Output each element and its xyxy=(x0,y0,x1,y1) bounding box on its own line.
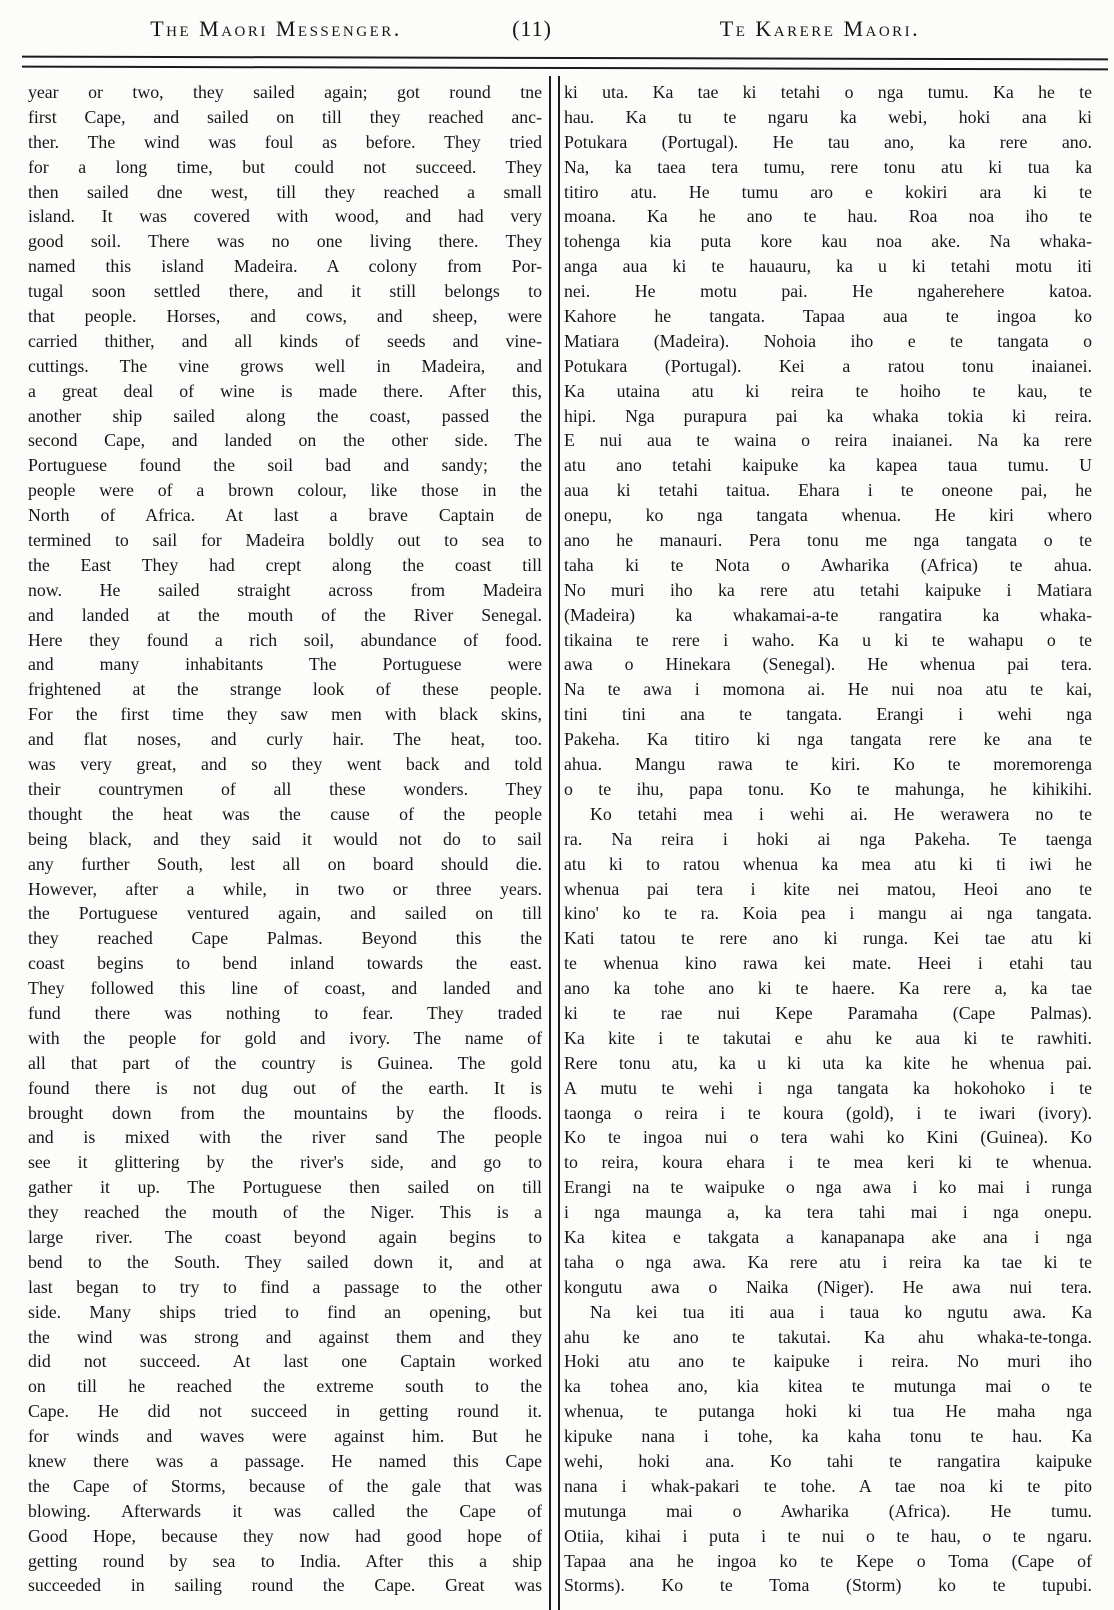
text-line: te whenua kino rawa kei mate. Heei i etahi tau xyxy=(564,953,1092,974)
column-divider-rule xyxy=(549,76,560,1610)
text-line: tugal soon settled there, and it still belongs to xyxy=(28,281,542,302)
text-line: Ka kite i te takutai e ahu ke aua ki te rawhiti. xyxy=(564,1027,1092,1048)
text-line: Ko tetahi mea i wehi ai. He werawera no te xyxy=(590,803,1092,824)
text-line: last began to try to find a passage to the other xyxy=(28,1276,542,1297)
text-line: being black, and they said it would not do to sail xyxy=(28,828,542,849)
text-line: the Cape of Storms, because of the gale that was xyxy=(28,1475,542,1496)
masthead-title-english: The Maori Messenger. xyxy=(150,16,402,41)
text-line: nana i whak-pakari te tohe. A tae noa ki te pito xyxy=(564,1475,1092,1496)
text-line: a great deal of wine is made there. After this, xyxy=(28,380,542,401)
text-line: Ka kitea e takgata a kanapanapa ake ana i nga xyxy=(564,1226,1092,1247)
text-line: No muri iho ka rere atu tetahi kaipuke i Matiara xyxy=(564,579,1092,600)
text-line: getting round by sea to India. After this a ship xyxy=(28,1550,542,1571)
text-line: succeeded in sailing round the Cape. Great was xyxy=(28,1575,542,1596)
text-line: ki te rae nui Kepe Paramaha (Cape Palmas). xyxy=(564,1002,1092,1023)
text-line: termined to sail for Madeira boldly out to sea to xyxy=(28,530,542,551)
text-line: Good Hope, because they now had good hope of xyxy=(28,1525,542,1546)
text-line: gather it up. The Portuguese then sailed on till xyxy=(28,1177,542,1198)
text-line: they reached Cape Palmas. Beyond this the xyxy=(28,928,542,949)
text-line: Hoki atu ano te kaipuke i reira. No muri iho xyxy=(564,1351,1092,1372)
text-line: Na, ka taea tera tumu, rere tonu atu ki tua ka xyxy=(564,156,1092,177)
text-line: Erangi na te waipuke o nga awa i ko mai i runga xyxy=(564,1177,1092,1198)
text-line: thought the heat was the cause of the people xyxy=(28,803,542,824)
text-line: and landed at the mouth of the River Senegal. xyxy=(28,604,542,625)
text-line: that people. Horses, and cows, and sheep, were xyxy=(28,306,542,327)
masthead xyxy=(0,16,1114,54)
text-line: was very great, and so they went back and told xyxy=(28,754,542,775)
text-line: Pakeha. Ka titiro ki nga tangata rere ke ana te xyxy=(564,729,1092,750)
column-english xyxy=(28,80,542,1598)
text-line: Na te awa i momona ai. He nui noa atu te kai, xyxy=(564,679,1092,700)
text-line: ahua. Mangu rawa te kiri. Ko te moremorenga xyxy=(564,754,1092,775)
text-line: side. Many ships tried to find an opening, but xyxy=(28,1301,542,1322)
text-line: Potukara (Portugal). He tau ano, ka rere ano. xyxy=(564,131,1092,152)
text-line: tini tini ana te tangata. Erangi i wehi nga xyxy=(564,704,1092,725)
text-line: ther. The wind was foul as before. They tried xyxy=(28,131,542,152)
text-line: Ka utaina atu ki reira te hoiho te kau, te xyxy=(564,380,1092,401)
text-line: the wind was strong and against them and they xyxy=(28,1326,542,1347)
text-line: bend to the South. They sailed down it, and at xyxy=(28,1251,542,1272)
text-line: Here they found a rich soil, abundance of food. xyxy=(28,629,542,650)
text-line: A mutu te wehi i nga tangata ka hokohoko i te xyxy=(564,1077,1092,1098)
text-line: island. It was covered with wood, and had very xyxy=(28,206,542,227)
text-line: ka tohea ano, kia kitea te mutunga mai o te xyxy=(564,1376,1092,1397)
text-line: ano ka tohe ano ki te haere. Ka rere a, ka tae xyxy=(564,978,1092,999)
text-line: Tapaa ana he ingoa ko te Kepe o Toma (Cape of xyxy=(564,1550,1092,1571)
text-line: and many inhabitants The Portuguese were xyxy=(28,654,542,675)
text-line: Na kei tua iti aua i taua ko ngutu awa. Ka xyxy=(590,1301,1092,1322)
text-line: brought down from the mountains by the floods. xyxy=(28,1102,542,1123)
text-line: named this island Madeira. A colony from Por- xyxy=(28,256,542,277)
text-line: did not succeed. At last one Captain worked xyxy=(28,1351,542,1372)
text-line: Ko te ingoa nui o tera wahi ko Kini (Guinea). Ko xyxy=(564,1127,1092,1148)
text-line: coast begins to bend inland towards the east. xyxy=(28,953,542,974)
text-line: tikaina te rere i waho. Ka u ki te wahapu o te xyxy=(564,629,1092,650)
text-line: ano he manauri. Pera tonu me nga tangata o te xyxy=(564,530,1092,551)
text-line: with the people for gold and ivory. The name of xyxy=(28,1027,542,1048)
text-line: onepu, ko nga tangata whenua. He kiri whero xyxy=(564,505,1092,526)
text-line: found there is not dug out of the earth. It is xyxy=(28,1077,542,1098)
text-line: ahu ke ano te takutai. Ka ahu whaka-te-tonga. xyxy=(564,1326,1092,1347)
text-line: carried thither, and all kinds of seeds and vine- xyxy=(28,330,542,351)
text-line: aua ki tetahi taitua. Ehara i te oneone pai, he xyxy=(564,480,1092,501)
text-line: for a long time, but could not succeed. They xyxy=(28,156,542,177)
text-line: Kati tatou te rere ano ki runga. Kei tae atu ki xyxy=(564,928,1092,949)
text-line: first Cape, and sailed on till they reached anc- xyxy=(28,106,542,127)
text-line: o te ihu, papa tonu. Ko te mahunga, he kihikihi. xyxy=(564,778,1092,799)
text-line: (Madeira) ka whakamai-a-te rangatira ka whaka- xyxy=(564,604,1092,625)
text-line: year or two, they sailed again; got round tne xyxy=(28,82,542,102)
text-line: whenua, te putanga hoki ki tua He maha nga xyxy=(564,1401,1092,1422)
text-line: Storms). Ko te Toma (Storm) ko te tupubi. xyxy=(564,1575,1092,1596)
text-line: wehi, hoki ana. Ko tahi te rangatira kaipuke xyxy=(564,1450,1092,1471)
text-line: Otiia, kihai i puta i te nui o te hau, o te ngaru. xyxy=(564,1525,1092,1546)
text-line: anga aua ki te hauauru, ka u ki tetahi motu iti xyxy=(564,256,1092,277)
text-line: For the first time they saw men with black skins, xyxy=(28,704,542,725)
text-line: taha ki te Nota o Awharika (Africa) te ahua. xyxy=(564,554,1092,575)
text-line: nei. He motu pai. He ngaherehere katoa. xyxy=(564,281,1092,302)
text-line: fund there was nothing to fear. They traded xyxy=(28,1002,542,1023)
text-line: E nui aua te waina o reira inaianei. Na ka rere xyxy=(564,430,1092,451)
text-line: cuttings. The vine grows well in Madeira, and xyxy=(28,355,542,376)
text-line: i nga maunga a, ka tera tahi mai i nga onepu. xyxy=(564,1202,1092,1223)
text-line: Rere tonu atu, ka u ki uta ka kite he whenua pai. xyxy=(564,1052,1092,1073)
text-line: Potukara (Portugal). Kei a ratou tonu inaianei. xyxy=(564,355,1092,376)
text-line: hipi. Nga purapura pai ka whaka tokia ki reira. xyxy=(564,405,1092,426)
text-line: They followed this line of coast, and landed and xyxy=(28,978,542,999)
text-line: people were of a brown colour, like those in the xyxy=(28,480,542,501)
masthead-title-maori: Te Karere Maori. xyxy=(719,16,921,41)
text-line: whenua pai tera i kite nei matou, Heoi ano te xyxy=(564,878,1092,899)
text-line: ra. Na reira i hoki ai nga Pakeha. Te taenga xyxy=(564,828,1092,849)
text-line: kongutu awa o Naika (Niger). He awa nui tera. xyxy=(564,1276,1092,1297)
text-line: large river. The coast beyond again begins to xyxy=(28,1226,542,1247)
text-line: Kahore he tangata. Tapaa aua te ingoa ko xyxy=(564,306,1092,327)
text-line: on till he reached the extreme south to the xyxy=(28,1376,542,1397)
text-line: hau. Ka tu te ngaru ka webi, hoki ana ki xyxy=(564,106,1092,127)
text-line: now. He sailed straight across from Madeira xyxy=(28,579,542,600)
text-line: second Cape, and landed on the other side. The xyxy=(28,430,542,451)
text-line: ki uta. Ka tae ki tetahi o nga tumu. Ka he te xyxy=(564,82,1092,102)
text-line: North of Africa. At last a brave Captain de xyxy=(28,505,542,526)
text-line: and flat noses, and curly hair. The heat, too. xyxy=(28,729,542,750)
text-line: awa o Hinekara (Senegal). He whenua pai tera. xyxy=(564,654,1092,675)
text-line: see it glittering by the river's side, and go to xyxy=(28,1152,542,1173)
text-line: frightened at the strange look of these people. xyxy=(28,679,542,700)
text-line: and is mixed with the river sand The people xyxy=(28,1127,542,1148)
text-line: taonga o reira i te koura (gold), i te iwari (ivory). xyxy=(564,1102,1092,1123)
text-line: Cape. He did not succeed in getting round it. xyxy=(28,1401,542,1422)
text-line: to reira, koura ehara i te mea keri ki te whenua. xyxy=(564,1152,1092,1173)
text-line: the Portuguese ventured again, and sailed on till xyxy=(28,903,542,924)
text-line: their countrymen of all these wonders. They xyxy=(28,778,542,799)
text-line: they reached the mouth of the Niger. This is a xyxy=(28,1202,542,1223)
text-columns xyxy=(0,76,1114,1610)
text-line: blowing. Afterwards it was called the Cape of xyxy=(28,1500,542,1521)
text-line: for winds and waves were against him. But he xyxy=(28,1426,542,1447)
text-line: atu ki to ratou whenua ka mea atu ki ti iwi he xyxy=(564,853,1092,874)
text-line: all that part of the country is Guinea. The gold xyxy=(28,1052,542,1073)
text-line: kino' ko te ra. Koia pea i mangu ai nga tangata. xyxy=(564,903,1092,924)
text-line: Portuguese found the soil bad and sandy; the xyxy=(28,455,542,476)
text-line: However, after a while, in two or three years. xyxy=(28,878,542,899)
text-line: good soil. There was no one living there. They xyxy=(28,231,542,252)
text-line: atu ano tetahi kaipuke ka kapea taua tumu. U xyxy=(564,455,1092,476)
page-number: (11) xyxy=(512,16,552,41)
text-line: any further South, lest all on board should die. xyxy=(28,853,542,874)
header-double-rule xyxy=(22,56,1108,71)
text-line: then sailed dne west, till they reached a small xyxy=(28,181,542,202)
text-line: another ship sailed along the coast, passed the xyxy=(28,405,542,426)
text-line: mutunga mai o Awharika (Africa). He tumu. xyxy=(564,1500,1092,1521)
text-line: titiro atu. He tumu aro e kokiri ara ki te xyxy=(564,181,1092,202)
text-line: knew there was a passage. He named this Cape xyxy=(28,1450,542,1471)
text-line: Matiara (Madeira). Nohoia iho e te tangata o xyxy=(564,330,1092,351)
text-line: the East They had crept along the coast till xyxy=(28,554,542,575)
column-maori xyxy=(564,80,1092,1598)
text-line: moana. Ka he ano te hau. Roa noa iho te xyxy=(564,206,1092,227)
text-line: tohenga kia puta kore kau noa ake. Na whaka- xyxy=(564,231,1092,252)
text-line: taha o nga awa. Ka rere atu i reira ka tae ki te xyxy=(564,1251,1092,1272)
text-line: kipuke nana i tohe, ka kaha tonu te hau. Ka xyxy=(564,1426,1092,1447)
